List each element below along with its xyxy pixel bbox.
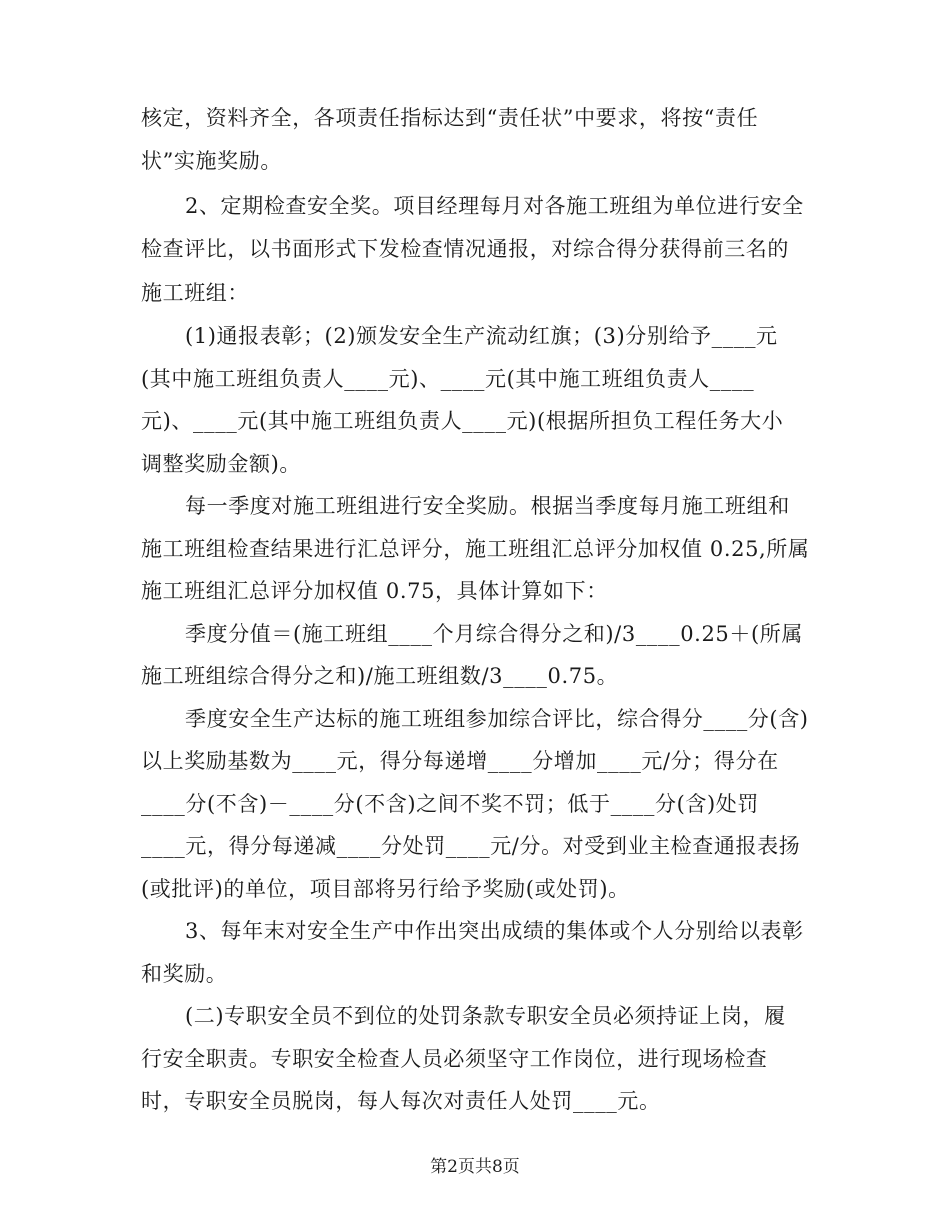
text-line: 核定，资料齐全，各项责任指标达到“责任状”中要求，将按“责任 (141, 106, 759, 130)
text-line: 调整奖励金额)。 (141, 452, 301, 476)
text-line: 季度分值＝(施工班组____个月综合得分之和)/3____0.25＋(所属 (185, 622, 803, 646)
text-line: 3、每年末对安全生产中作出突出成绩的集体或个人分别给以表彰 (185, 919, 804, 943)
text-line: 状”实施奖励。 (141, 149, 282, 173)
text-line: 和奖励。 (141, 962, 228, 986)
text-line: (其中施工班组负责人____元)、____元(其中施工班组负责人____ (141, 367, 755, 391)
text-line: ____分(不含)－____分(不含)之间不奖不罚；低于____分(含)处罚 (141, 792, 759, 816)
text-line: (1)通报表彰；(2)颁发安全生产流动红旗；(3)分别给予____元 (185, 324, 778, 348)
text-line: 施工班组： (141, 281, 249, 305)
text-line: 每一季度对施工班组进行安全奖励。根据当季度每月施工班组和 (185, 494, 790, 518)
text-line: 以上奖励基数为____元，得分每递增____分增加____元/分；得分在 (141, 749, 779, 773)
text-line: 时，专职安全员脱岗，每人每次对责任人处罚____元。 (141, 1089, 661, 1113)
text-line: 2、定期检查安全奖。项目经理每月对各施工班组为单位进行安全 (185, 194, 804, 218)
text-line: 施工班组汇总评分加权值 0.75，具体计算如下： (141, 579, 608, 603)
text-line: (或批评)的单位，项目部将另行给予奖励(或处罚)。 (141, 877, 630, 901)
text-line: 检查评比，以书面形式下发检查情况通报，对综合得分获得前三名的 (141, 237, 789, 261)
text-line: 施工班组检查结果进行汇总评分，施工班组汇总评分加权值 0.25,所属 (141, 537, 810, 561)
text-line: 施工班组综合得分之和)/施工班组数/3____0.75。 (141, 664, 619, 688)
text-line: ____元，得分每递减____分处罚____元/分。对受到业主检查通报表扬 (141, 834, 801, 858)
text-line: 元)、____元(其中施工班组负责人____元)(根据所担负工程任务大小 (141, 409, 784, 433)
text-line: 行安全职责。专职安全检查人员必须坚守工作岗位，进行现场检查 (141, 1047, 768, 1071)
text-line: (二)专职安全员不到位的处罚条款专职安全员必须持证上岗，履 (185, 1004, 786, 1028)
page-number: 第2页共8页 (430, 1157, 520, 1177)
text-line: 季度安全生产达标的施工班组参加综合评比，综合得分____分(含) (185, 707, 809, 731)
